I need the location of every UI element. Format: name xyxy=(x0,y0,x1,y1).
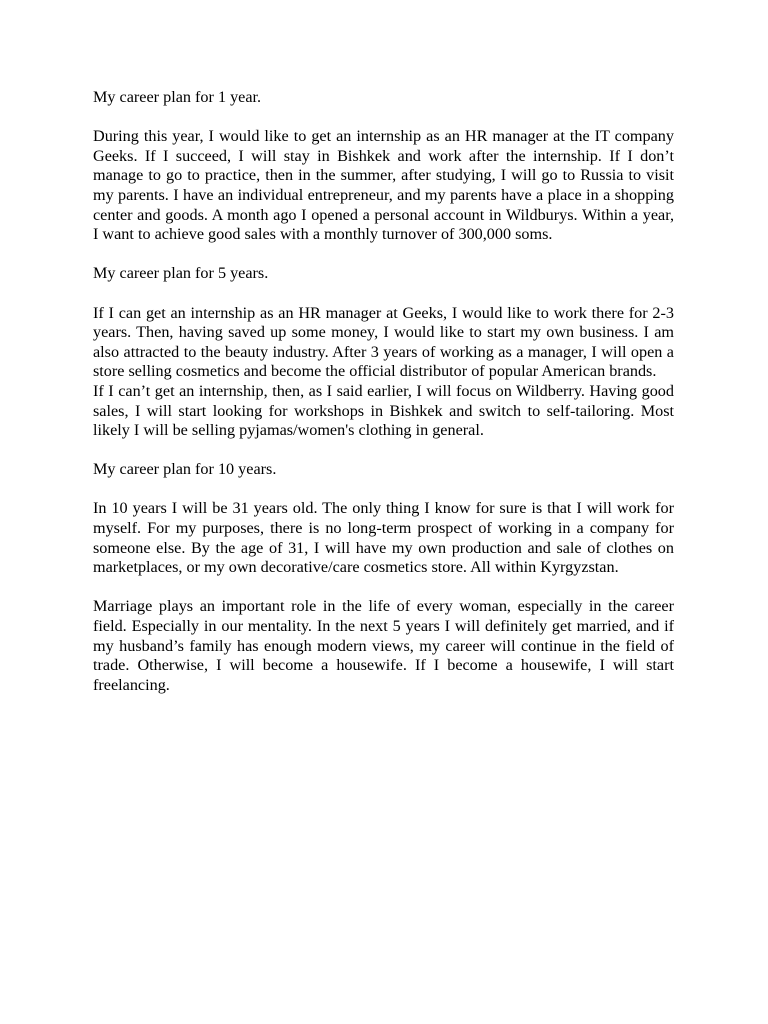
heading-1-year: My career plan for 1 year. xyxy=(93,88,262,106)
paragraph-gap xyxy=(93,441,674,461)
heading-10-years: My career plan for 10 years. xyxy=(93,460,277,479)
paragraph-10-years: In 10 years I will be 31 years old. The only thing I know for sure is that I will work for myself. For my purposes, there is no long-term prospect of working in a company for someone else. By the age of 31, I will have my own production and sale of clothes on marketplaces, or my own decorative/care cosmetics store. All within Kyrgyzstan. xyxy=(93,499,674,577)
paragraph-5-years-internship: If I can get an internship as an HR manager at Geeks, I would like to work there for 2-3 years. Then, having saved up some money, I would like to start my own business. I am also attracted to the beauty industry. After 3 years of working as a manager, I will open a store selling cosmetics and become the official distributor of popular American brands. xyxy=(93,303,674,381)
paragraph-1-year: During this year, I would like to get an internship as an HR manager at the IT company Geeks. If I succeed, I will stay in Bishkek and work after the internship. If I don’t manage to go to practice, then in the summer, after studying, I will go to Russia to visit my parents. I have an individual entrepreneur, and my parents have a place in a shopping center and goods. A month ago I opened a personal account in Wildburys. Within a year, I want to achieve good sales with a monthly turnover of 300,000 soms. xyxy=(93,127,674,244)
paragraph-gap xyxy=(93,108,674,128)
heading-5-years: My career plan for 5 years. xyxy=(93,264,269,283)
paragraph-gap xyxy=(93,284,674,304)
document-body xyxy=(93,88,674,695)
paragraph-gap xyxy=(93,578,674,598)
paragraph-gap xyxy=(93,480,674,500)
paragraph-marriage: Marriage plays an important role in the life of every woman, especially in the career field. Especially in our mentality. In the next 5 years I will definitely get married, and if my husband’s family has enough modern views, my career will continue in the field of trade. Otherwise, I will become a housewife. If I become a housewife, I will start freelancing. xyxy=(93,597,674,694)
paragraph-5-years-wildberry: If I can’t get an internship, then, as I said earlier, I will focus on Wildberry. Having good sales, I will start looking for workshops in Bishkek and switch to self-tailoring. Most likely I will be selling pyjamas/women's clothing in general. xyxy=(93,381,674,440)
paragraph-gap xyxy=(93,245,674,265)
